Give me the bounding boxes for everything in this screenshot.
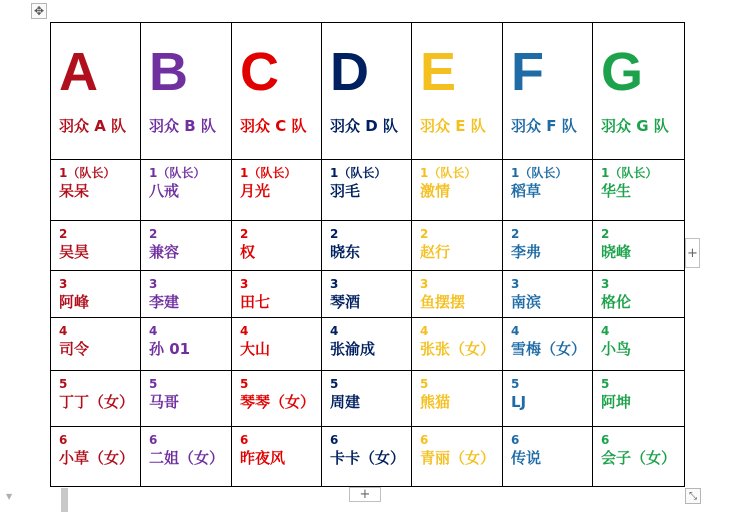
- table-move-handle[interactable]: [31, 3, 47, 19]
- member-name: 昨夜风: [240, 449, 286, 467]
- team-letter: D: [330, 42, 369, 102]
- member-number: 3: [601, 277, 610, 291]
- teams-table-body: [51, 23, 685, 487]
- member-number: 2: [240, 227, 249, 241]
- team-letter: E: [420, 42, 457, 102]
- member-name: 小草（女）: [59, 449, 135, 467]
- member-number: 1（队长）: [420, 166, 477, 180]
- member-cell[interactable]: [141, 318, 232, 371]
- member-cell[interactable]: [141, 371, 232, 427]
- member-number: 2: [330, 227, 339, 241]
- team-header-cell[interactable]: [51, 23, 141, 160]
- member-cell[interactable]: [322, 427, 412, 487]
- member-cell[interactable]: [503, 371, 593, 427]
- member-name: 赵行: [420, 243, 451, 261]
- member-cell[interactable]: [141, 271, 232, 318]
- teams-table[interactable]: [50, 22, 685, 487]
- member-cell[interactable]: [412, 371, 503, 427]
- member-number: 5: [240, 377, 249, 391]
- member-number: 1（队长）: [149, 166, 206, 180]
- member-number: 1（队长）: [59, 166, 116, 180]
- member-cell[interactable]: [232, 221, 322, 271]
- table-row: [51, 271, 685, 318]
- member-cell[interactable]: [51, 371, 141, 427]
- member-cell[interactable]: [593, 318, 685, 371]
- member-cell[interactable]: [232, 160, 322, 221]
- team-letter: B: [149, 42, 188, 102]
- member-name: 李建: [149, 293, 180, 311]
- team-letter: G: [601, 42, 644, 102]
- member-name: 青丽（女）: [420, 449, 496, 467]
- add-column-button[interactable]: +: [349, 487, 381, 502]
- member-cell[interactable]: [51, 160, 141, 221]
- member-cell[interactable]: [322, 318, 412, 371]
- member-name: 兼容: [149, 243, 180, 261]
- member-number: 6: [330, 433, 339, 447]
- member-name: 周建: [330, 393, 361, 411]
- member-cell[interactable]: [51, 221, 141, 271]
- member-name: 大山: [240, 340, 271, 358]
- member-cell[interactable]: [51, 318, 141, 371]
- member-name: 琴酒: [330, 293, 361, 311]
- table-row: [51, 221, 685, 271]
- member-cell[interactable]: [322, 160, 412, 221]
- team-name: 羽众 B 队: [149, 117, 216, 135]
- member-name: 孙 01: [149, 340, 191, 358]
- member-name: 激情: [420, 182, 451, 200]
- member-name: 呆呆: [59, 182, 90, 200]
- member-name: 张张（女）: [420, 340, 496, 358]
- member-name: 张渝成: [330, 340, 376, 358]
- table-row: [51, 427, 685, 487]
- member-cell[interactable]: [412, 221, 503, 271]
- member-name: 鱼摆摆: [420, 293, 466, 311]
- member-cell[interactable]: [503, 160, 593, 221]
- member-cell[interactable]: [412, 160, 503, 221]
- resize-diagonal-icon: ⤡: [689, 490, 697, 502]
- member-name: 小鸟: [601, 340, 632, 358]
- member-cell[interactable]: [141, 221, 232, 271]
- member-name: 卡卡（女）: [330, 449, 406, 467]
- page-scroll-marker: [61, 488, 68, 512]
- member-name: 马哥: [149, 393, 180, 411]
- table-resize-handle[interactable]: [685, 488, 701, 504]
- member-number: 5: [420, 377, 429, 391]
- member-number: 3: [330, 277, 339, 291]
- member-number: 2: [59, 227, 68, 241]
- member-cell[interactable]: [503, 221, 593, 271]
- member-number: 4: [240, 324, 249, 338]
- member-cell[interactable]: [232, 318, 322, 371]
- member-number: 1（队长）: [330, 166, 387, 180]
- member-number: 4: [59, 324, 68, 338]
- member-cell[interactable]: [412, 427, 503, 487]
- member-number: 2: [420, 227, 429, 241]
- member-cell[interactable]: [232, 271, 322, 318]
- member-name: 李弗: [511, 243, 542, 261]
- member-number: 2: [511, 227, 520, 241]
- table-row: [51, 371, 685, 427]
- team-name: 羽众 C 队: [240, 117, 307, 135]
- member-name: 熊猫: [420, 393, 451, 411]
- team-name: 羽众 A 队: [59, 117, 127, 135]
- team-header-cell[interactable]: [503, 23, 593, 160]
- member-name: 晓东: [330, 243, 361, 261]
- member-number: 1（队长）: [511, 166, 568, 180]
- member-cell[interactable]: [503, 427, 593, 487]
- member-number: 4: [330, 324, 339, 338]
- member-number: 5: [59, 377, 68, 391]
- member-cell[interactable]: [51, 427, 141, 487]
- team-header-cell[interactable]: [322, 23, 412, 160]
- member-number: 5: [149, 377, 158, 391]
- team-header-row: [51, 23, 685, 160]
- member-name: 雪梅（女）: [511, 340, 587, 358]
- member-cell[interactable]: [593, 427, 685, 487]
- member-cell[interactable]: [593, 371, 685, 427]
- team-header-cell[interactable]: [412, 23, 503, 160]
- member-name: 八戒: [149, 182, 180, 200]
- member-number: 2: [601, 227, 610, 241]
- member-name: 月光: [240, 182, 271, 200]
- member-number: 6: [511, 433, 520, 447]
- member-name: 阿坤: [601, 393, 632, 411]
- member-name: 华生: [601, 182, 632, 200]
- member-name: 琴琴（女）: [240, 393, 316, 411]
- member-name: 二姐（女）: [149, 449, 225, 467]
- member-cell[interactable]: [232, 371, 322, 427]
- team-header-cell[interactable]: [232, 23, 322, 160]
- member-number: 3: [149, 277, 158, 291]
- member-number: 1（队长）: [601, 166, 658, 180]
- member-cell[interactable]: [412, 271, 503, 318]
- team-name: 羽众 G 队: [601, 117, 669, 135]
- member-cell[interactable]: [412, 318, 503, 371]
- member-number: 6: [601, 433, 610, 447]
- member-name: 格伦: [601, 293, 632, 311]
- member-name: 晓峰: [601, 243, 632, 261]
- member-cell[interactable]: [593, 160, 685, 221]
- team-name: 羽众 D 队: [330, 117, 398, 135]
- member-name: 稻草: [511, 182, 542, 200]
- member-cell[interactable]: [322, 371, 412, 427]
- member-name: 阿峰: [59, 293, 90, 311]
- member-number: 5: [601, 377, 610, 391]
- member-number: 4: [511, 324, 520, 338]
- member-number: 6: [420, 433, 429, 447]
- member-number: 1（队长）: [240, 166, 297, 180]
- member-number: 5: [330, 377, 339, 391]
- member-cell[interactable]: [503, 271, 593, 318]
- member-number: 6: [59, 433, 68, 447]
- member-cell[interactable]: [593, 221, 685, 271]
- member-number: 5: [511, 377, 520, 391]
- chevron-down-icon: ▼: [6, 492, 13, 501]
- team-letter: C: [240, 42, 279, 102]
- member-number: 4: [601, 324, 610, 338]
- table-row: [51, 160, 685, 221]
- member-number: 3: [240, 277, 249, 291]
- member-cell[interactable]: [593, 271, 685, 318]
- team-header-cell[interactable]: [141, 23, 232, 160]
- member-number: 4: [149, 324, 158, 338]
- table-row: [51, 318, 685, 371]
- member-number: 3: [511, 277, 520, 291]
- member-name: 传说: [511, 449, 542, 467]
- team-letter: F: [511, 42, 544, 102]
- member-name: 田七: [240, 293, 271, 311]
- member-cell[interactable]: [141, 427, 232, 487]
- member-name: 南滨: [511, 293, 542, 311]
- member-cell[interactable]: [232, 427, 322, 487]
- team-name: 羽众 E 队: [420, 117, 486, 135]
- member-name: 丁丁（女）: [59, 393, 135, 411]
- member-number: 3: [420, 277, 429, 291]
- move-arrows-icon: ✥: [33, 4, 45, 18]
- member-number: 2: [149, 227, 158, 241]
- member-number: 4: [420, 324, 429, 338]
- member-number: 3: [59, 277, 68, 291]
- member-cell[interactable]: [322, 221, 412, 271]
- add-row-button[interactable]: +: [685, 238, 700, 268]
- member-name: 羽毛: [330, 182, 361, 200]
- member-number: 6: [149, 433, 158, 447]
- team-letter: A: [59, 42, 98, 102]
- member-cell[interactable]: [51, 271, 141, 318]
- member-name: LJ: [511, 393, 527, 411]
- member-cell[interactable]: [141, 160, 232, 221]
- team-header-cell[interactable]: [593, 23, 685, 160]
- member-cell[interactable]: [322, 271, 412, 318]
- member-name: 司令: [59, 340, 90, 358]
- member-name: 权: [240, 243, 256, 261]
- member-name: 吴昊: [59, 243, 90, 261]
- member-cell[interactable]: [503, 318, 593, 371]
- team-name: 羽众 F 队: [511, 117, 577, 135]
- member-name: 会子（女）: [601, 449, 677, 467]
- member-number: 6: [240, 433, 249, 447]
